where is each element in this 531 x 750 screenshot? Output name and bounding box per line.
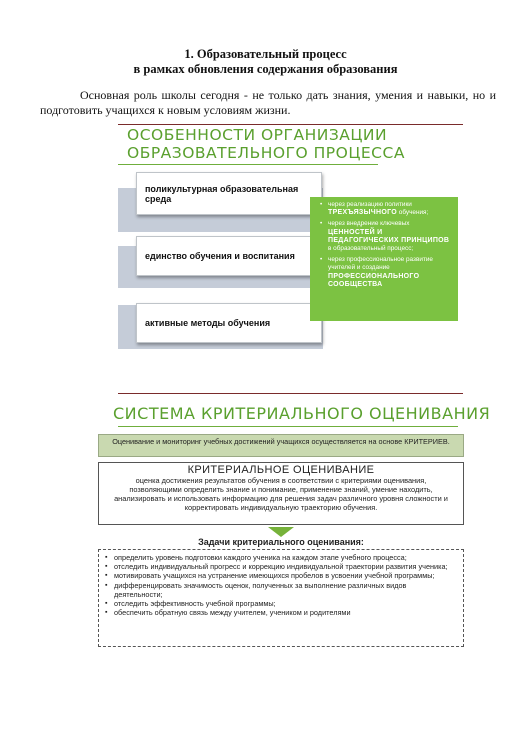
intro-paragraph: [40, 88, 496, 118]
green-bullet-3: • через профессиональное развитие учителей и создание ПРОФЕССИОНАЛЬНОГО СООБЩЕСТВА: [320, 256, 452, 289]
tasks-header: Задачи критериального оценивания:: [198, 537, 364, 547]
criteria-definition-box: [98, 462, 464, 525]
list-item: ▪ мотивировать учащихся на устранение имеющихся пробелов в усвоении учебной программы;: [105, 571, 457, 580]
section2-title: СИСТЕМА КРИТЕРИАЛЬНОГО ОЦЕНИВАНИЯ: [113, 404, 491, 423]
criteria-banner: Оценивание и мониторинг учебных достижений учащихся осуществляется на основе КРИТЕРИЕВ.: [98, 434, 464, 457]
feature-item-3: [136, 303, 322, 343]
down-arrow-icon: [268, 527, 294, 537]
section1-title-underline: [118, 164, 378, 165]
feature-item-1: [136, 172, 322, 215]
section1-title-line2: ОБРАЗОВАТЕЛЬНОГО ПРОЦЕССА: [127, 144, 405, 162]
intro-paragraph-text: Основная роль школы сегодня - не только дать знания, умения и навыки, но и подготовить учащихся к новым условиям жизни.: [40, 88, 496, 117]
page-heading-line2: в рамках обновления содержания образования: [133, 62, 398, 76]
green-info-box: [310, 197, 458, 321]
tasks-list: [98, 549, 464, 647]
list-item: ▪ дифференцировать значимость оценок, полученных за выполнение различных видов деятельности;: [105, 581, 457, 599]
green-bullet-2: • через внедрение ключевых ЦЕННОСТЕЙ И ПЕДАГОГИЧЕСКИХ ПРИНЦИПОВ в образовательный процесс;: [320, 220, 452, 253]
feature-item-2-label: единство обучения и воспитания: [145, 251, 295, 261]
feature-item-1-label: поликультурная образовательная среда: [145, 183, 299, 204]
list-item: ▪ отследить эффективность учебной программы;: [105, 599, 457, 608]
section1-top-rule: [118, 124, 463, 125]
green-bullet-1: • через реализацию политики ТРЕХЪЯЗЫЧНОГО обучения;: [320, 201, 452, 217]
feature-item-3-label: активные методы обучения: [145, 318, 271, 328]
feature-item-2: [136, 236, 322, 276]
page-heading-line1: 1. Образовательный процесс: [184, 47, 347, 61]
section1-title-line1: ОСОБЕННОСТИ ОРГАНИЗАЦИИ: [127, 126, 388, 144]
list-item: ▪ отследить индивидуальный прогресс и коррекцию индивидуальной траектории развития ученика;: [105, 562, 457, 571]
section2-top-rule: [118, 393, 463, 394]
list-item: ▪ определить уровень подготовки каждого ученика на каждом этапе учебного процесса;: [105, 553, 457, 562]
list-item: ▪ обеспечить обратную связь между учителем, учеником и родителями: [105, 608, 457, 617]
criteria-definition-title: КРИТЕРИАЛЬНОЕ ОЦЕНИВАНИЕ: [187, 464, 375, 476]
criteria-definition-text: оценка достижения результатов обучения в соответствии с критериями оценивания, позволяющими определить знание и понимание, применение знаний, умение находить, анализировать и использовать информацию для решения задач различного уровня сложности и корректировать индивидуальную траекторию обучения.: [114, 476, 448, 512]
section2-title-underline: [118, 426, 458, 427]
